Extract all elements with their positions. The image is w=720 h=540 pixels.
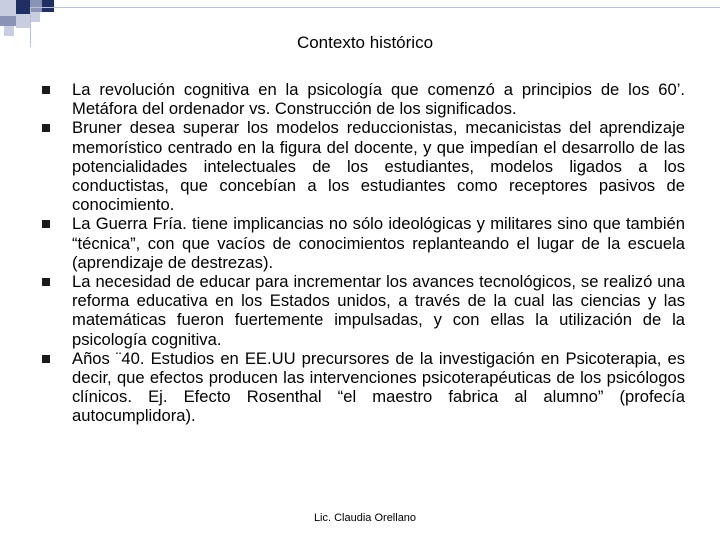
deco-square-dark-2 [42, 0, 54, 12]
bullet-item [42, 214, 685, 272]
square-bullet-icon [42, 124, 50, 132]
bullet-list [42, 80, 685, 426]
bullet-item [42, 118, 685, 214]
bullet-text: Bruner desea superar los modelos reduccionistas, mecanicistas del aprendizaje memorístico centrado en la figura del docente, y que impedían el desarrollo de las potencialidades intelectuales de los estudiantes, modelos ligados a los conductistas, que concebían a los estudiantes como receptores pasivos de conocimiento. [72, 118, 685, 215]
deco-square-dark [16, 0, 30, 14]
slide-title: Contexto histórico [296, 33, 434, 52]
bullet-item [42, 272, 685, 349]
bullet-text: Años ¨40. Estudios en EE.UU precursores de la investigación en Psicoterapia, es decir, que efectos producen las intervenciones psicoterapéuticas de los psicólogos clínicos. Ej. Efecto Rosenthal “el maestro fabrica al alumno” (profecía autocumplidora). [72, 348, 685, 426]
deco-square-light [0, 0, 16, 16]
bullet-text: La necesidad de educar para incrementar los avances tecnológicos, se realizó una reforma educativa en los Estados unidos, a través de la cual las ciencias y las matemáticas fueron fuertemente impulsadas, y con ellas la utilización de la psicología cognitiva. [72, 272, 685, 349]
deco-horizontal-line [30, 7, 720, 8]
square-bullet-icon [42, 86, 50, 94]
bullet-item [42, 80, 685, 118]
bullet-text: La Guerra Fría. tiene implicancias no sólo ideológicas y militares sino que también “técnica”, con que vacíos de conocimientos replanteando el lugar de la escuela (aprendizaje de destrezas). [72, 214, 685, 272]
footer-author: Lic. Claudia Orellano [313, 512, 417, 524]
bullet-item [42, 349, 685, 426]
deco-square-mid [30, 0, 42, 12]
square-bullet-icon [42, 220, 50, 228]
bullet-text: La revolución cognitiva en la psicología que comenzó a principios de los 60’. Metáfora del ordenador vs. Construcción de los significados. [72, 80, 685, 119]
square-bullet-icon [42, 355, 50, 363]
square-bullet-icon [42, 278, 50, 286]
deco-square-light-3 [30, 12, 40, 22]
deco-square-light-2 [16, 14, 30, 28]
deco-square-mid-2 [0, 16, 16, 26]
